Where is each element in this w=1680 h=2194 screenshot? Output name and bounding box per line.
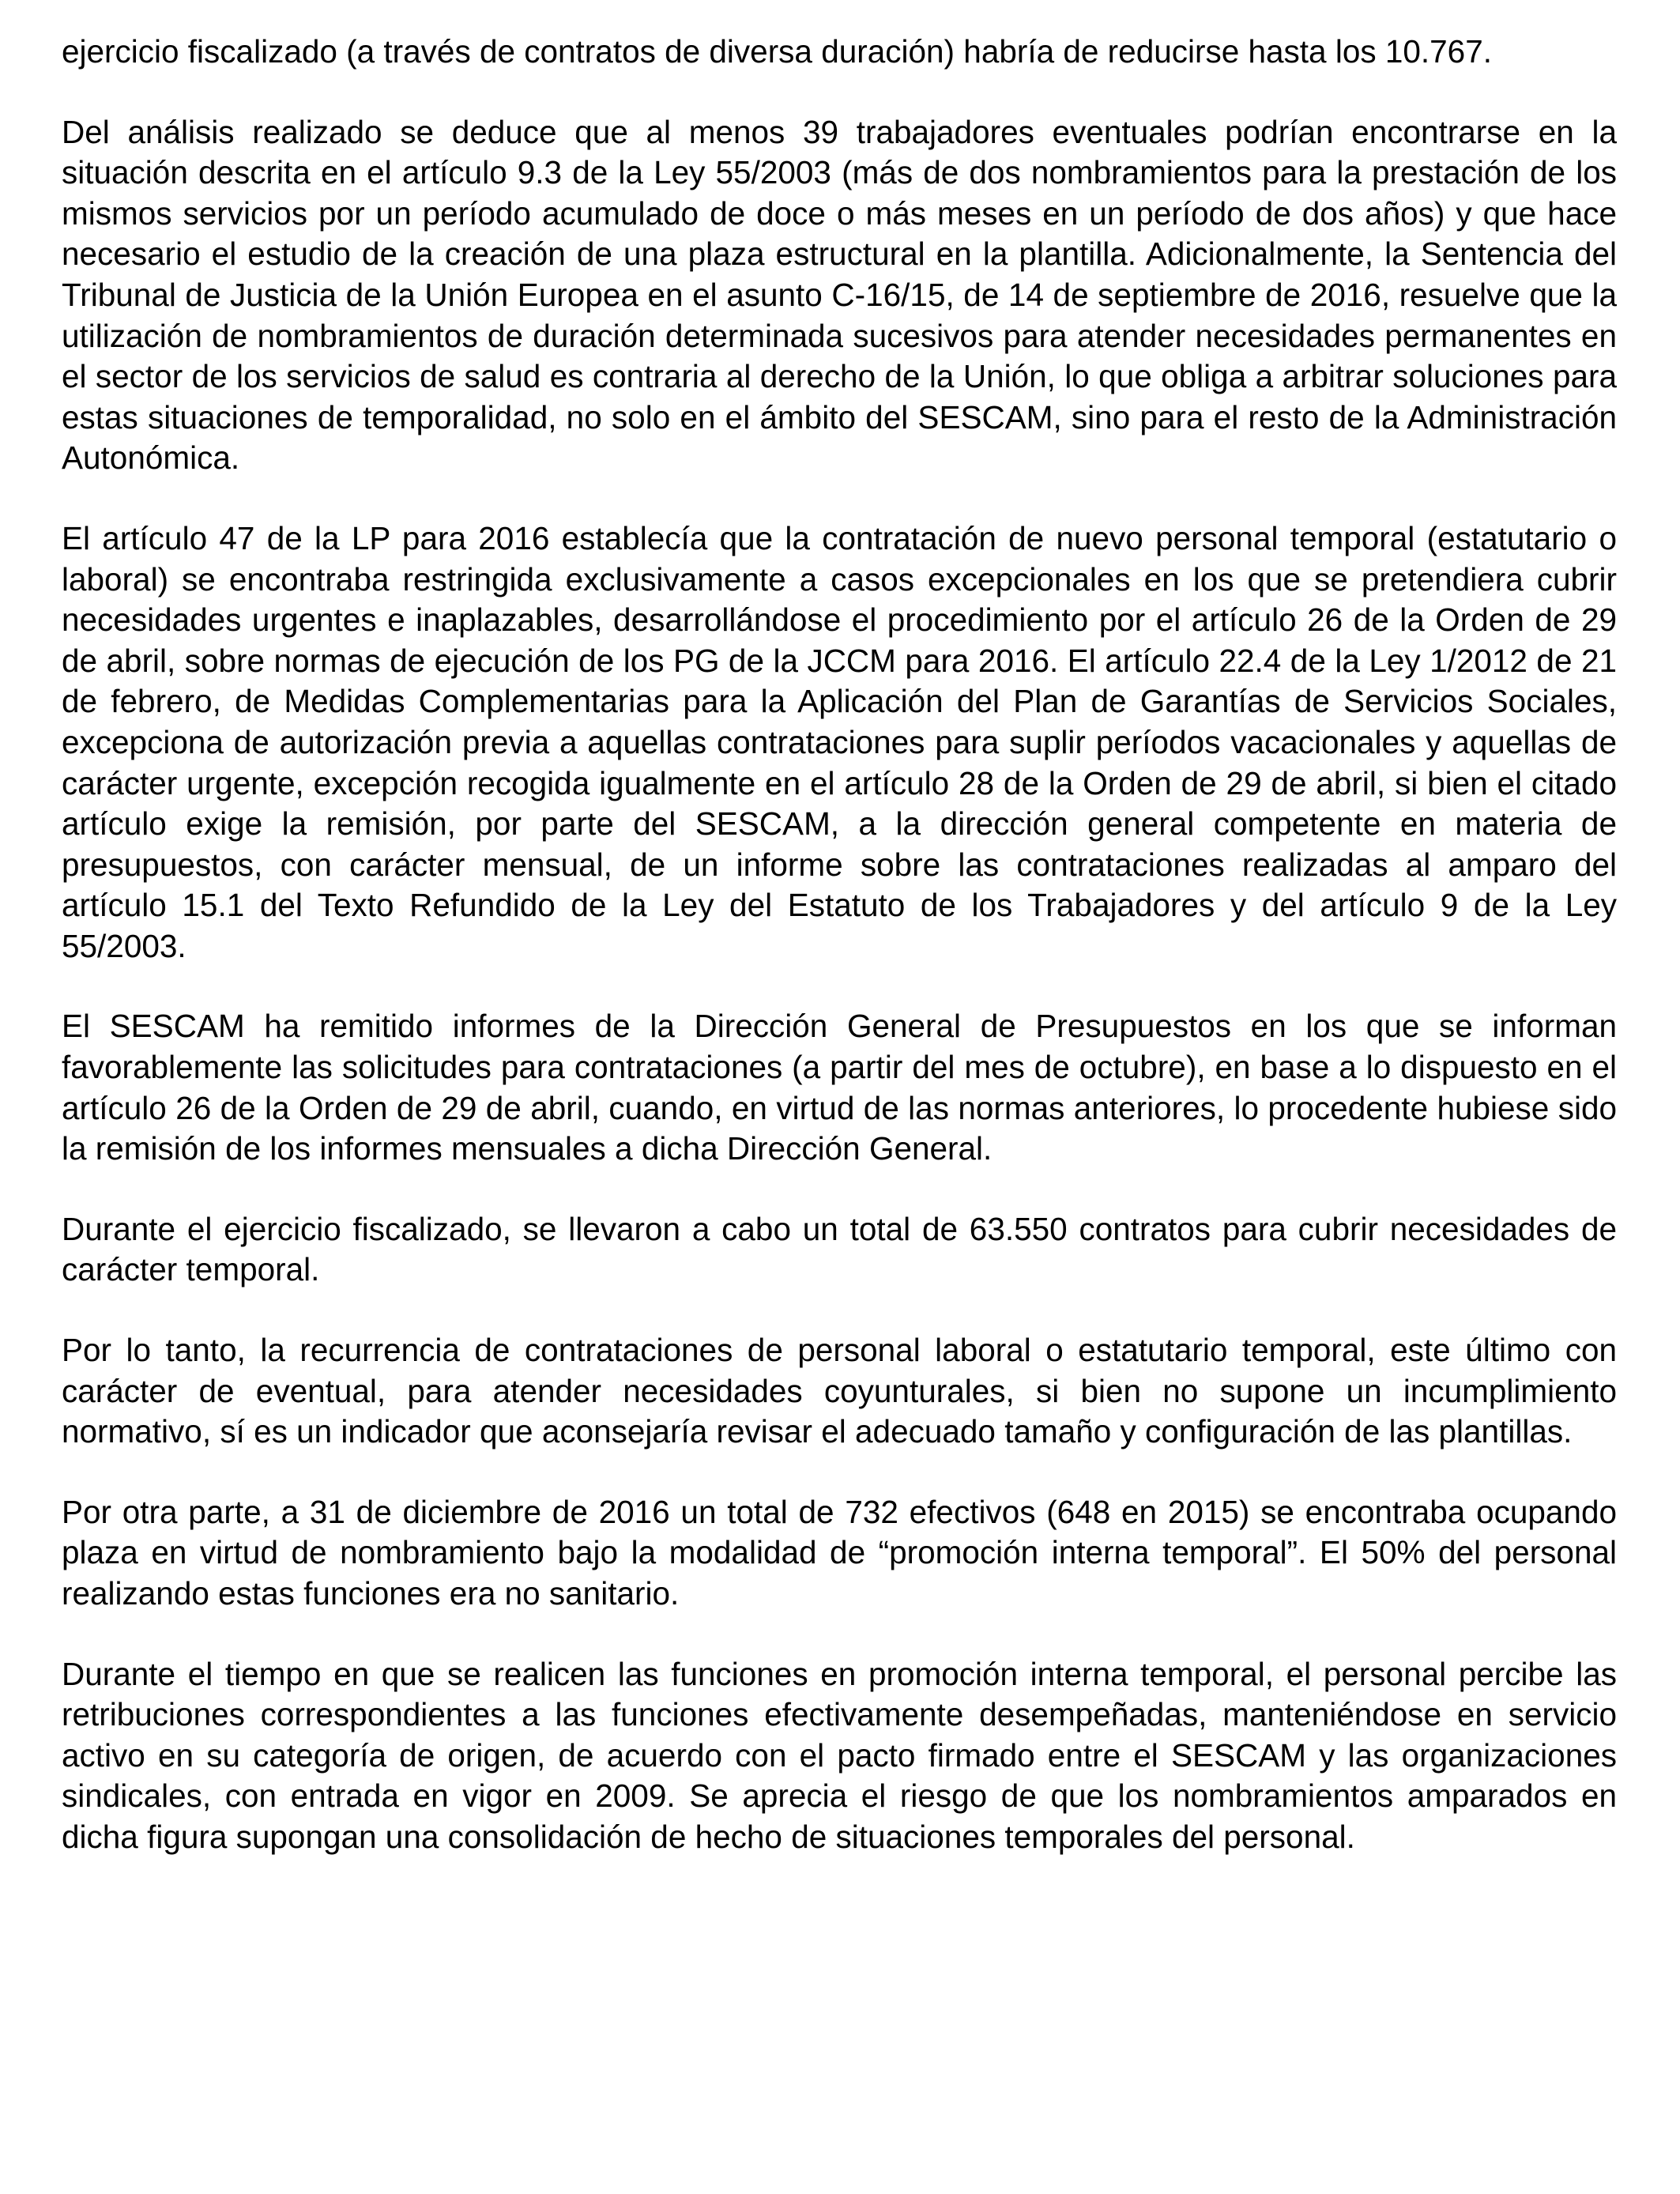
- paragraph-total-contracts: Durante el ejercicio fiscalizado, se llevaron a cabo un total de 63.550 contratos para cubrir necesidades de carácter temporal.: [62, 1210, 1617, 1288]
- paragraph-eventual-workers: Del análisis realizado se deduce que al menos 39 trabajadores eventuales podrían encontrarse en la situación descrita en el artículo 9.3 de la Ley 55/2003 (más de dos nombramientos para la prestación de los mismos servicios por un período acumulado de doce o más meses en un período de dos años) y que hace necesario el estudio de la creación de una plaza estructural en la plantilla. Adicionalmente, la Sentencia del Tribunal de Justicia de la Unión Europea en el asunto C-16/15, de 14 de septiembre de 2016, resuelve que la utilización de nombramientos de duración determinada sucesivos para atender necesidades permanentes en el sector de los servicios de salud es contraria al derecho de la Unión, lo que obliga a arbitrar soluciones para estas situaciones de temporalidad, no solo en el ámbito del SESCAM, sino para el resto de la Administración Autonómica.: [62, 113, 1617, 477]
- paragraph-internal-promotion: Por otra parte, a 31 de diciembre de 2016 un total de 732 efectivos (648 en 2015) se encontraba ocupando plaza en virtud de nombramiento bajo la modalidad de “promoción interna temporal”. El 50% del personal realizando estas funciones era no sanitario.: [62, 1493, 1617, 1612]
- paragraph-sescam-reports: El SESCAM ha remitido informes de la Dirección General de Presupuestos en los que se informan favorablemente las solicitudes para contrataciones (a partir del mes de octubre), en base a lo dispuesto en el artículo 26 de la Orden de 29 de abril, cuando, en virtud de las normas anteriores, lo procedente hubiese sido la remisión de los informes mensuales a dicha Dirección General.: [62, 1008, 1617, 1167]
- paragraph-recurrence: Por lo tanto, la recurrencia de contrataciones de personal laboral o estatutario temporal, este último con carácter de eventual, para atender necesidades coyunturales, si bien no supone un incumplimiento normativo, sí es un indicador que aconsejaría revisar el adecuado tamaño y configuración de las plantillas.: [62, 1332, 1617, 1450]
- paragraph-consolidation-risk: Durante el tiempo en que se realicen las funciones en promoción interna temporal, el personal percibe las retribuciones correspondientes a las funciones efectivamente desempeñadas, manteniéndose en servicio activo en su categoría de origen, de acuerdo con el pacto firmado entre el SESCAM y las organizaciones sindicales, con entrada en vigor en 2009. Se aprecia el riesgo de que los nombramientos amparados en dicha figura supongan una consolidación de hecho de situaciones temporales del personal.: [62, 1655, 1617, 1855]
- paragraph-contract-reduction: ejercicio fiscalizado (a través de contratos de diversa duración) habría de reducirse hasta los 10.767.: [62, 33, 1492, 70]
- document-page: [62, 32, 1617, 1898]
- paragraph-article-47: El artículo 47 de la LP para 2016 establecía que la contratación de nuevo personal temporal (estatutario o laboral) se encontraba restringida exclusivamente a casos excepcionales en los que se pretendiera cubrir necesidades urgentes e inaplazables, desarrollándose el procedimiento por el artículo 26 de la Orden de 29 de abril, sobre normas de ejecución de los PG de la JCCM para 2016. El artículo 22.4 de la Ley 1/2012 de 21 de febrero, de Medidas Complementarias para la Aplicación del Plan de Garantías de Servicios Sociales, excepciona de autorización previa a aquellas contrataciones para suplir períodos vacacionales y aquellas de carácter urgente, excepción recogida igualmente en el artículo 28 de la Orden de 29 de abril, si bien el citado artículo exige la remisión, por parte del SESCAM, a la dirección general competente en materia de presupuestos, con carácter mensual, de un informe sobre las contrataciones realizadas al amparo del artículo 15.1 del Texto Refundido de la Ley del Estatuto de los Trabajadores y del artículo 9 de la Ley 55/2003.: [62, 519, 1617, 964]
